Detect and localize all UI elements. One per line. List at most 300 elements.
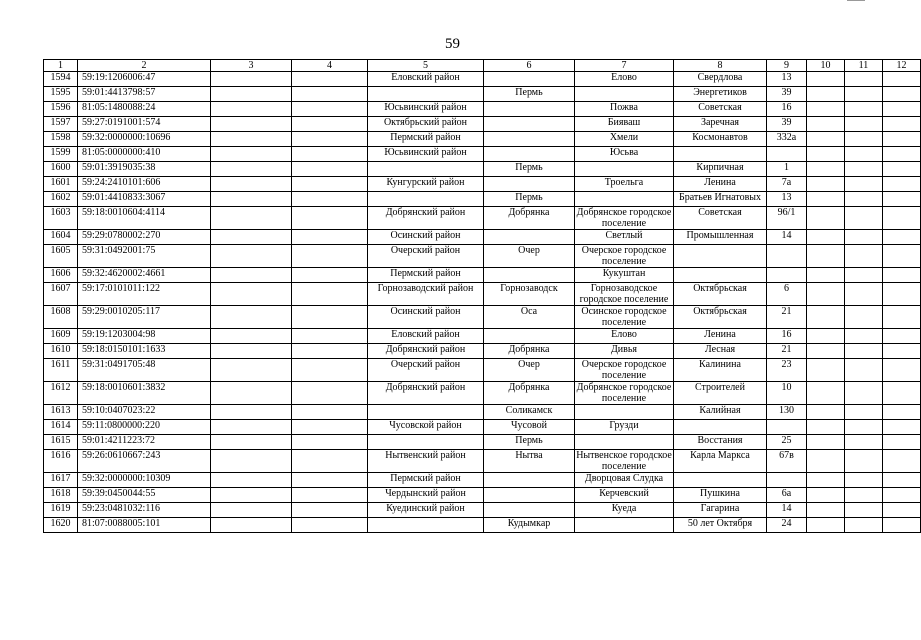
settlement-cell: Нытва xyxy=(484,450,575,473)
col-12-cell xyxy=(883,329,921,344)
col-11-cell xyxy=(845,245,883,268)
house-number-cell: 21 xyxy=(767,344,807,359)
col-4-cell xyxy=(292,420,368,435)
locality-cell: Дворцовая Слудка xyxy=(575,473,674,488)
col-10-cell xyxy=(807,283,845,306)
street-cell: Ленина xyxy=(674,329,767,344)
table-row xyxy=(44,87,921,102)
street-cell xyxy=(674,147,767,162)
col-10-cell xyxy=(807,177,845,192)
col-11-cell xyxy=(845,102,883,117)
house-number-cell xyxy=(767,245,807,268)
settlement-cell xyxy=(484,117,575,132)
locality-cell: Грузди xyxy=(575,420,674,435)
row-number-cell: 1605 xyxy=(44,245,78,268)
row-number-cell: 1595 xyxy=(44,87,78,102)
column-header: 4 xyxy=(292,60,368,72)
col-4-cell xyxy=(292,268,368,283)
col-11-cell xyxy=(845,177,883,192)
row-number-cell: 1598 xyxy=(44,132,78,147)
settlement-cell: Пермь xyxy=(484,162,575,177)
table-row xyxy=(44,488,921,503)
house-number-cell: 24 xyxy=(767,518,807,533)
district-cell: Добрянский район xyxy=(368,207,484,230)
table-row xyxy=(44,306,921,329)
column-header: 12 xyxy=(883,60,921,72)
table-row xyxy=(44,268,921,283)
row-number-cell: 1618 xyxy=(44,488,78,503)
house-number-cell: 39 xyxy=(767,87,807,102)
table-row xyxy=(44,382,921,405)
locality-cell xyxy=(575,518,674,533)
house-number-cell: 39 xyxy=(767,117,807,132)
district-cell: Осинский район xyxy=(368,306,484,329)
house-number-cell: 21 xyxy=(767,306,807,329)
table-row xyxy=(44,230,921,245)
settlement-cell xyxy=(484,147,575,162)
col-11-cell xyxy=(845,488,883,503)
district-cell: Куединский район xyxy=(368,503,484,518)
street-cell: Калийная xyxy=(674,405,767,420)
col-10-cell xyxy=(807,488,845,503)
col-10-cell xyxy=(807,359,845,382)
locality-cell: Керчевский xyxy=(575,488,674,503)
page-number: 59 xyxy=(445,36,460,52)
col-3-cell xyxy=(211,420,292,435)
col-4-cell xyxy=(292,488,368,503)
house-number-cell xyxy=(767,147,807,162)
cadastral-number-cell: 59:32:0000000:10309 xyxy=(78,473,211,488)
row-number-cell: 1600 xyxy=(44,162,78,177)
table-row xyxy=(44,503,921,518)
district-cell xyxy=(368,405,484,420)
cadastral-number-cell: 81:05:0000000:410 xyxy=(78,147,211,162)
settlement-cell: Пермь xyxy=(484,192,575,207)
locality-cell: Юсьва xyxy=(575,147,674,162)
district-cell xyxy=(368,87,484,102)
settlement-cell xyxy=(484,473,575,488)
col-11-cell xyxy=(845,420,883,435)
col-11-cell xyxy=(845,147,883,162)
column-header: 7 xyxy=(575,60,674,72)
locality-cell: Пожва xyxy=(575,102,674,117)
col-10-cell xyxy=(807,382,845,405)
col-3-cell xyxy=(211,344,292,359)
col-12-cell xyxy=(883,117,921,132)
house-number-cell: 67в xyxy=(767,450,807,473)
table-row xyxy=(44,177,921,192)
table-row xyxy=(44,420,921,435)
house-number-cell: 14 xyxy=(767,503,807,518)
house-number-cell: 16 xyxy=(767,329,807,344)
settlement-cell xyxy=(484,268,575,283)
row-number-cell: 1617 xyxy=(44,473,78,488)
col-4-cell xyxy=(292,306,368,329)
settlement-cell: Пермь xyxy=(484,435,575,450)
street-cell: Кирпичная xyxy=(674,162,767,177)
house-number-cell: 6 xyxy=(767,283,807,306)
col-3-cell xyxy=(211,268,292,283)
locality-cell: Куеда xyxy=(575,503,674,518)
col-10-cell xyxy=(807,147,845,162)
col-3-cell xyxy=(211,117,292,132)
col-11-cell xyxy=(845,450,883,473)
col-11-cell xyxy=(845,207,883,230)
col-12-cell xyxy=(883,268,921,283)
house-number-cell: 332а xyxy=(767,132,807,147)
col-3-cell xyxy=(211,283,292,306)
cadastral-number-cell: 59:31:0492001:75 xyxy=(78,245,211,268)
settlement-cell: Соликамск xyxy=(484,405,575,420)
house-number-cell: 13 xyxy=(767,192,807,207)
table-body xyxy=(44,60,921,533)
col-4-cell xyxy=(292,230,368,245)
row-number-cell: 1613 xyxy=(44,405,78,420)
locality-cell: Горнозаводское городское поселение xyxy=(575,283,674,306)
col-3-cell xyxy=(211,162,292,177)
col-4-cell xyxy=(292,207,368,230)
house-number-cell: 1 xyxy=(767,162,807,177)
col-12-cell xyxy=(883,435,921,450)
column-header: 2 xyxy=(78,60,211,72)
col-4-cell xyxy=(292,132,368,147)
district-cell: Очерский район xyxy=(368,245,484,268)
col-3-cell xyxy=(211,230,292,245)
column-header: 8 xyxy=(674,60,767,72)
row-number-cell: 1604 xyxy=(44,230,78,245)
house-number-cell: 7а xyxy=(767,177,807,192)
district-cell: Юсьвинский район xyxy=(368,102,484,117)
col-12-cell xyxy=(883,518,921,533)
col-10-cell xyxy=(807,132,845,147)
row-number-cell: 1616 xyxy=(44,450,78,473)
col-12-cell xyxy=(883,473,921,488)
col-12-cell xyxy=(883,382,921,405)
col-4-cell xyxy=(292,382,368,405)
settlement-cell: Добрянка xyxy=(484,344,575,359)
col-3-cell xyxy=(211,207,292,230)
col-3-cell xyxy=(211,192,292,207)
district-cell: Добрянский район xyxy=(368,382,484,405)
col-12-cell xyxy=(883,245,921,268)
district-cell xyxy=(368,162,484,177)
settlement-cell xyxy=(484,102,575,117)
table-row xyxy=(44,117,921,132)
cadastral-number-cell: 59:19:1203004:98 xyxy=(78,329,211,344)
cadastral-number-cell: 59:17:0101011:122 xyxy=(78,283,211,306)
street-cell: Октябрьская xyxy=(674,306,767,329)
column-header: 1 xyxy=(44,60,78,72)
locality-cell: Нытвенское городское поселение xyxy=(576,450,672,472)
col-11-cell xyxy=(845,382,883,405)
settlement-cell: Чусовой xyxy=(484,420,575,435)
col-10-cell xyxy=(807,503,845,518)
col-11-cell xyxy=(845,473,883,488)
cadastral-number-cell: 59:24:2410101:606 xyxy=(78,177,211,192)
table-row xyxy=(44,435,921,450)
locality-cell: Кукуштан xyxy=(575,268,674,283)
col-4-cell xyxy=(292,518,368,533)
district-cell: Еловский район xyxy=(368,72,484,87)
col-11-cell xyxy=(845,72,883,87)
row-number-cell: 1612 xyxy=(44,382,78,405)
col-12-cell xyxy=(883,207,921,230)
locality-cell: Елово xyxy=(575,329,674,344)
street-cell: Ленина xyxy=(674,177,767,192)
table-row xyxy=(44,207,921,230)
street-cell: Пушкина xyxy=(674,488,767,503)
col-10-cell xyxy=(807,102,845,117)
district-cell: Кунгурский район xyxy=(368,177,484,192)
district-cell: Чердынский район xyxy=(368,488,484,503)
cadastral-number-cell: 59:29:0780002:270 xyxy=(78,230,211,245)
col-3-cell xyxy=(211,102,292,117)
cadastral-number-cell: 59:01:3919035:38 xyxy=(78,162,211,177)
col-12-cell xyxy=(883,192,921,207)
row-number-cell: 1615 xyxy=(44,435,78,450)
settlement-cell xyxy=(484,488,575,503)
col-4-cell xyxy=(292,117,368,132)
street-cell: Советская xyxy=(674,207,767,230)
col-3-cell xyxy=(211,87,292,102)
street-cell: 50 лет Октября xyxy=(674,518,767,533)
col-3-cell xyxy=(211,382,292,405)
cadastral-number-cell: 59:19:1206006:47 xyxy=(78,72,211,87)
district-cell xyxy=(368,192,484,207)
street-cell: Восстания xyxy=(674,435,767,450)
table-row xyxy=(44,72,921,87)
col-4-cell xyxy=(292,87,368,102)
locality-cell: Светлый xyxy=(575,230,674,245)
col-12-cell xyxy=(883,503,921,518)
table-row xyxy=(44,245,921,268)
col-10-cell xyxy=(807,405,845,420)
col-4-cell xyxy=(292,192,368,207)
col-11-cell xyxy=(845,359,883,382)
street-cell: Советская xyxy=(674,102,767,117)
settlement-cell: Кудымкар xyxy=(484,518,575,533)
settlement-cell xyxy=(484,503,575,518)
street-cell: Энергетиков xyxy=(674,87,767,102)
row-number-cell: 1597 xyxy=(44,117,78,132)
col-11-cell xyxy=(845,268,883,283)
cadastral-number-cell: 59:10:0407023:22 xyxy=(78,405,211,420)
locality-cell: Бияваш xyxy=(575,117,674,132)
col-4-cell xyxy=(292,405,368,420)
table-row xyxy=(44,329,921,344)
row-number-cell: 1614 xyxy=(44,420,78,435)
locality-cell: Елово xyxy=(575,72,674,87)
col-12-cell xyxy=(883,230,921,245)
col-3-cell xyxy=(211,405,292,420)
locality-cell xyxy=(575,405,674,420)
col-10-cell xyxy=(807,72,845,87)
locality-cell: Хмели xyxy=(575,132,674,147)
table-row xyxy=(44,359,921,382)
house-number-cell xyxy=(767,473,807,488)
table-row xyxy=(44,450,921,473)
district-cell: Октябрьский район xyxy=(368,117,484,132)
col-4-cell xyxy=(292,359,368,382)
col-10-cell xyxy=(807,344,845,359)
street-cell: Заречная xyxy=(674,117,767,132)
house-number-cell: 25 xyxy=(767,435,807,450)
row-number-cell: 1601 xyxy=(44,177,78,192)
col-10-cell xyxy=(807,117,845,132)
street-cell xyxy=(674,420,767,435)
settlement-cell: Очер xyxy=(484,359,575,382)
col-12-cell xyxy=(883,177,921,192)
col-3-cell xyxy=(211,503,292,518)
column-header: 10 xyxy=(807,60,845,72)
house-number-cell: 14 xyxy=(767,230,807,245)
street-cell: Свердлова xyxy=(674,72,767,87)
col-10-cell xyxy=(807,329,845,344)
col-4-cell xyxy=(292,344,368,359)
col-4-cell xyxy=(292,162,368,177)
cadastral-number-cell: 59:23:0481032:116 xyxy=(78,503,211,518)
col-4-cell xyxy=(292,72,368,87)
row-number-cell: 1607 xyxy=(44,283,78,306)
settlement-cell: Добрянка xyxy=(484,207,575,230)
settlement-cell xyxy=(484,132,575,147)
street-cell: Космонавтов xyxy=(674,132,767,147)
col-10-cell xyxy=(807,162,845,177)
row-number-cell: 1619 xyxy=(44,503,78,518)
col-11-cell xyxy=(845,503,883,518)
col-4-cell xyxy=(292,435,368,450)
col-4-cell xyxy=(292,245,368,268)
locality-cell: Очерское городское поселение xyxy=(575,359,674,382)
table-row xyxy=(44,518,921,533)
locality-cell xyxy=(575,162,674,177)
col-12-cell xyxy=(883,405,921,420)
locality-cell: Осинское городское поселение xyxy=(575,306,674,329)
row-number-cell: 1620 xyxy=(44,518,78,533)
cadastral-number-cell: 59:01:4410833:3067 xyxy=(78,192,211,207)
settlement-cell: Добрянка xyxy=(484,382,575,405)
col-11-cell xyxy=(845,435,883,450)
col-3-cell xyxy=(211,147,292,162)
col-12-cell xyxy=(883,72,921,87)
column-header: 3 xyxy=(211,60,292,72)
cadastral-number-cell: 59:39:0450044:55 xyxy=(78,488,211,503)
col-10-cell xyxy=(807,268,845,283)
row-number-cell: 1611 xyxy=(44,359,78,382)
locality-cell xyxy=(575,192,674,207)
col-3-cell xyxy=(211,450,292,473)
scan-edge-mark xyxy=(847,0,865,1)
row-number-cell: 1609 xyxy=(44,329,78,344)
col-12-cell xyxy=(883,102,921,117)
col-11-cell xyxy=(845,283,883,306)
locality-cell: Дивья xyxy=(575,344,674,359)
settlement-cell: Очер xyxy=(484,245,575,268)
table-row xyxy=(44,132,921,147)
street-cell xyxy=(674,245,767,268)
cadastral-number-cell: 59:26:0610667:243 xyxy=(78,450,211,473)
street-cell: Братьев Игнатовых xyxy=(674,192,767,207)
table-row xyxy=(44,102,921,117)
col-11-cell xyxy=(845,192,883,207)
col-10-cell xyxy=(807,207,845,230)
house-number-cell: 6а xyxy=(767,488,807,503)
col-4-cell xyxy=(292,283,368,306)
cadastral-number-cell: 59:18:0010601:3832 xyxy=(78,382,211,405)
locality-cell: Троельга xyxy=(575,177,674,192)
col-11-cell xyxy=(845,344,883,359)
col-4-cell xyxy=(292,450,368,473)
col-3-cell xyxy=(211,329,292,344)
locality-cell xyxy=(575,435,674,450)
cadastral-number-cell: 59:01:4413798:57 xyxy=(78,87,211,102)
street-cell: Карла Маркса xyxy=(674,450,767,473)
locality-cell: Добрянское городское поселение xyxy=(575,382,674,405)
col-3-cell xyxy=(211,177,292,192)
district-cell xyxy=(368,518,484,533)
street-cell: Гагарина xyxy=(674,503,767,518)
street-cell: Октябрьская xyxy=(674,283,767,306)
col-3-cell xyxy=(211,72,292,87)
district-cell: Еловский район xyxy=(368,329,484,344)
col-12-cell xyxy=(883,344,921,359)
column-header: 11 xyxy=(845,60,883,72)
house-number-cell: 16 xyxy=(767,102,807,117)
column-header: 5 xyxy=(368,60,484,72)
settlement-cell xyxy=(484,177,575,192)
col-10-cell xyxy=(807,192,845,207)
col-3-cell xyxy=(211,132,292,147)
table-row xyxy=(44,192,921,207)
col-4-cell xyxy=(292,503,368,518)
row-number-cell: 1606 xyxy=(44,268,78,283)
col-10-cell xyxy=(807,518,845,533)
district-cell: Осинский район xyxy=(368,230,484,245)
row-number-cell: 1608 xyxy=(44,306,78,329)
row-number-cell: 1596 xyxy=(44,102,78,117)
col-10-cell xyxy=(807,420,845,435)
house-number-cell xyxy=(767,268,807,283)
col-4-cell xyxy=(292,147,368,162)
cadastral-number-cell: 59:29:0010205:117 xyxy=(78,306,211,329)
cadastral-number-cell: 59:27:0191001:574 xyxy=(78,117,211,132)
col-11-cell xyxy=(845,117,883,132)
col-11-cell xyxy=(845,306,883,329)
district-cell: Пермский район xyxy=(368,132,484,147)
street-cell: Лесная xyxy=(674,344,767,359)
col-12-cell xyxy=(883,488,921,503)
col-12-cell xyxy=(883,87,921,102)
street-cell: Калинина xyxy=(674,359,767,382)
header-row xyxy=(44,60,921,72)
cadastral-number-cell: 59:18:0150101:1633 xyxy=(78,344,211,359)
row-number-cell: 1603 xyxy=(44,207,78,230)
house-number-cell: 96/1 xyxy=(767,207,807,230)
col-10-cell xyxy=(807,230,845,245)
settlement-cell: Пермь xyxy=(484,87,575,102)
col-11-cell xyxy=(845,405,883,420)
locality-cell: Очерское городское поселение xyxy=(575,245,674,268)
district-cell: Пермский район xyxy=(368,473,484,488)
settlement-cell xyxy=(484,72,575,87)
col-3-cell xyxy=(211,435,292,450)
col-4-cell xyxy=(292,177,368,192)
cadastral-number-cell: 81:05:1480088:24 xyxy=(78,102,211,117)
col-11-cell xyxy=(845,132,883,147)
col-12-cell xyxy=(883,450,921,473)
col-3-cell xyxy=(211,473,292,488)
col-10-cell xyxy=(807,245,845,268)
